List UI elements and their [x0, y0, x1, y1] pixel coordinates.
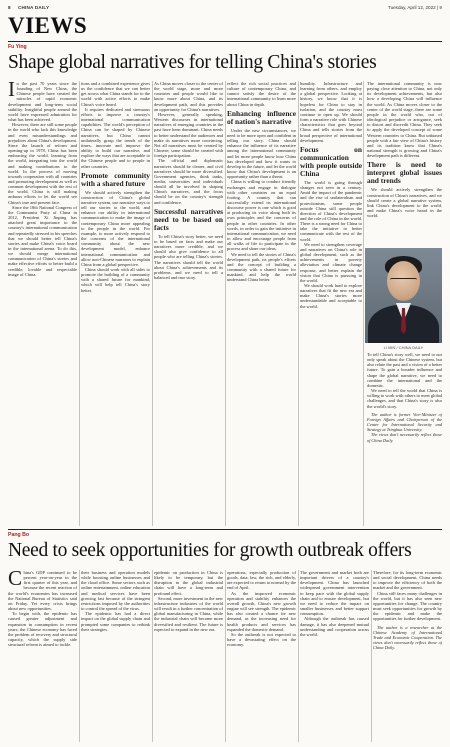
paragraph: So the outbreak is not expected to have a devastating effect on the economy.	[227, 631, 296, 648]
subheading: Successful narratives need to be based on facts	[154, 206, 223, 232]
paragraph: hina's GDP continued to be percent year-on-year in the first quarter of this year, and because the recent reaction of the world's economies has increased the National Bureau of Statistics said on Friday. Yet every crisis brings about new opportunities.	[8, 570, 77, 612]
article2-column-2	[81, 570, 150, 742]
paragraph: We need to tell the stories of China's development path, its people's efforts and the concept of building a community with a shared future for mankind, and help the world understand China better.	[227, 251, 296, 283]
article2-column-1	[8, 570, 77, 742]
paragraph: We need to tell the world that China is willing to work with others to meet global challenges, and that China's story is also the world's story.	[367, 388, 442, 409]
article2-headline: Need to seek opportunities for growth outbreak offers	[8, 540, 412, 561]
article1-headline: Shape global narratives for telling China's stories	[8, 52, 377, 73]
paragraph: We should work hard to explore narratives that fit the new era and make China's stories more understandable and acceptable to the world.	[300, 283, 362, 309]
paragraph: Therefore, for its long-term economic and social development, China needs to improve the efficiency of both the market and the government.	[373, 570, 442, 591]
paragraph: The international community is now paying close attention to China, not only its development achievements, but also how a developing China will influence the world. As China moves closer to the center of the world stage, there are some people in the world who, out of ideological prejudice or arrogance, seek to distort and discredit China. They seek to apply the developed concept of some Western countries to China. But unbiased people with a fair view of China's history and its tradition know that China's national strength is growing and China's development path is different.	[367, 81, 442, 159]
paragraph: tions and a combined experience gives us the confidence that we can better get across what China stands for to the world with active efforts to make China's voice heard.	[81, 81, 150, 107]
dropcap: C	[8, 570, 23, 590]
paragraph: China still faces many challenges in the world, but it has also seen new opportunities for change. The country must seek opportunities for growth by the epidemic and make the opportunities for further development.	[373, 590, 442, 622]
photo-caption: LI MIN / CHINA DAILY	[383, 345, 424, 350]
paragraph: To tell China's story well, we need to not only speak about the Chinese system, but also relate the past and a vision of a better future. To gain a broader influence and shape the global narrative, we need to combine the international and the domestic.	[367, 352, 442, 388]
column-divider	[225, 81, 226, 526]
column-divider	[363, 81, 364, 526]
paragraph: Second, more investment in the new infrastructure industries of the world will result in a further concentration of global manufacturing in China, while the industrial chain will become more diversified and resilient. The future is expected to expand in the new era.	[154, 595, 223, 632]
section-title: VIEWS	[8, 13, 88, 38]
article-divider	[8, 529, 442, 530]
disclaimer: The views don't necessarily reflect those of China Daily.	[367, 432, 442, 443]
subheading: Focus on communication with people outside China	[300, 144, 362, 178]
article1-column-6-continued	[367, 352, 442, 526]
article2-column-5	[300, 570, 369, 742]
author-photo	[365, 248, 442, 343]
column-divider	[152, 81, 153, 526]
paragraph: To begin with, the epidemic has caused greater adjustment and expansion in consumption in recent years; the Chinese economy has faced the problem of recovery and structural capacity, which the supply side structural reform is aimed to tackle.	[8, 611, 77, 648]
paragraph: n the past 70 years since the founding of New China, the Chinese people have created the miracles of rapid economic development and long-term social stability. Insightful people around the world have expressed admiration for what has been achieved.	[8, 81, 77, 123]
paragraph: As China moves closer to the center of the world stage, more and more countries and people would like to know more about China, and its development path, and this provides an opportunity for China's narratives.	[154, 81, 223, 112]
subheading: Promote community with a shared future	[81, 170, 150, 188]
article2-column-3	[154, 570, 223, 742]
column-divider	[298, 81, 299, 526]
author-bio: The author is a researcher at the Chinese Academy of International Trade and Economic Cooperation. The views don't necessarily reflect those of China Daily.	[373, 624, 442, 651]
article2-byline: Pang Bo	[8, 532, 30, 538]
paragraph: We should actively strengthen the construction of China's narratives, and we should create a global narrative system, link China's development to the world, and make China's voice heard in the world.	[367, 187, 442, 219]
issue-date: Tuesday, April 12, 2022 | 9	[387, 5, 442, 10]
author-bio: The author is former Vice-Minister of Foreign Affairs and Chairperson of the Center for International Security and Strategy at Tsinghua University.	[367, 411, 442, 433]
column-divider	[79, 570, 80, 742]
paragraph: operations, especially production of goods, data, law, the rich, and elderly, are expected to return to normal by the end of April.	[227, 570, 296, 591]
paragraph: Under the new circumstances, we need to be more open and confident in telling our story. China should enhance the influence of its narrative among the international community and let more people know how China has developed and how it wants to develop in the future, and let the world know that China's development is an opportunity rather than a threat.	[227, 127, 296, 180]
column-divider	[298, 570, 299, 742]
paragraph: As the improved economic operation and stability enhances the overall growth, China's new growth engine will see strength. The epidemic has also created a chance for new demand, as the increasing need for health products and services has expanded the domestic demand.	[227, 590, 296, 632]
paragraph: China should work with all sides to promote the building of a community with a shared future for mankind, which will help tell China's story better.	[81, 267, 150, 293]
article1-column-6	[367, 81, 442, 246]
newspaper-name: CHINA DAILY	[18, 5, 50, 10]
paragraph: Although the outbreak has caused damage, it has also deepened mutual understanding and cooperation across the world.	[300, 616, 369, 637]
column-divider	[79, 81, 80, 526]
page-number: 8	[8, 5, 11, 10]
paragraph: The world is going through changes not seen in a century. Amid the impact of the pandemic and the rise of unilateralism and protectionism, some people outside China still question the direction of China's development and the role of China in the world. There is a strong need for China to take the initiative to better communicate with the rest of the world.	[300, 179, 362, 242]
paragraph: It requires dedicated and strenuous efforts to improve a country's international communication capabilities. The world's perception of China can be shaped by Chinese narratives, but China cannot unilaterally grasp the trends of the times, innovate and improve the ability to build our narrative, and explore the ways that are acceptable to the Chinese people and to people in other countries.	[81, 106, 150, 169]
paragraph: epidemic on production in China is likely to be temporary, but the disruption in the global industrial chain will have a long-term and profound effect.	[154, 570, 223, 596]
paragraph: We should actively strengthen the construction of China's global narrative system, use narrative ways to tell our stories to the world, and enhance our ability in international communication to make the image of contemporary China more appealing to the people in the world. For example, to more actively respond to the concerns of the international community about the new development model, enhance international communication and allow non-Chinese narrators to explain China from a global perspective.	[81, 189, 150, 267]
article1-column-5	[300, 81, 362, 526]
article1-column-3	[154, 81, 223, 526]
paragraph: their business and operation models while boosting online businesses and the cloud office. Some sectors such as online entertainment, online education and medical services have been growing fast because of the stringent restrictions imposed by the authorities to control the spread of the virus.	[81, 570, 150, 612]
article1-column-4	[227, 81, 296, 526]
dropcap: I	[8, 81, 15, 101]
article2-column-6	[373, 570, 442, 742]
paragraph: However, there are still some people in the world who lack this knowledge and even misunderstandings and prejudices about China's development. Since the launch of reform and opening-up in 1978, China has been embracing the world, learning from the world, integrating into the world and making contributions to the world. In the process of moving towards cooperation with all countries and promoting development as well as common development with the rest of the world, China is still making arduous efforts to let the world see China's true and present face.	[8, 122, 77, 205]
column-divider	[152, 570, 153, 742]
paragraph: The official and diplomatic narratives should be clearer, and civil narratives should be more diversified. Government agencies, think tanks, media, universities and individuals should all be involved in shaping China's narratives, and the focus should be on the country's strength and confidence.	[154, 158, 223, 205]
subheading: Enhancing influence of nation's narrative	[227, 108, 296, 126]
paragraph: reflect the rich social practices and culture of contemporary China, and cannot satisfy the desire of the international community to learn more about China in depth.	[227, 81, 296, 107]
paragraph: We need to strengthen coverage and narratives on China's role in global development, such as the achievements in poverty alleviation and climate change response, and better explain the vision that China is pursuing in the world.	[300, 241, 362, 283]
article1-column-2	[81, 81, 150, 526]
subheading: There is need to interpret global issues and trends	[367, 160, 442, 186]
paragraph: The epidemic has had a direct impact on the global supply chain and prompted some companies to rethink their strategies.	[81, 611, 150, 632]
article2-column-4	[227, 570, 296, 742]
article1-byline: Fu Ying	[8, 44, 27, 50]
section-rule	[8, 41, 442, 42]
paragraph: China is willing to conduct friendly exchanges and engage in dialogue with other countries on an equal footing. A country that can successfully extend its international discourse power is one which is good at producing its voice along both its own principles and the concerns of people in other countries. In other words, in order to gain the initiative in international communication, we need to allow and encourage people from all walks of life to participate in the process and share our ideas.	[227, 179, 296, 252]
column-divider	[371, 570, 372, 742]
article1-column-1	[8, 81, 77, 526]
paragraph: Since the 18th National Congress of the Communist Party of China in 2012, President Xi Jinping has attached great importance to the country's international communication and repeatedly stressed in his speeches that we should better tell China's stories and make China's voice heard in the international arena. To do this, we should merge international communication of China's stories and make effective efforts to better build a credible, lovable and respectable image of China.	[8, 204, 77, 277]
paragraph: The government and market both are important drivers of a country's development. China has launched widespread government intervention to keep pace with the global supply chain and to ensure development, but we need to reduce the impact on smaller businesses and better support consumption.	[300, 570, 369, 617]
column-divider	[225, 570, 226, 742]
paragraph: However, generally speaking, Western discourses in international narratives of emerging countries in the past have been dominant. China needs to better understand the audiences and make its narratives more convincing. Not all narratives must be created by Chinese; some should be created with foreign participation.	[154, 111, 223, 159]
paragraph: To tell China's story better, we need to be based on facts and make our narratives more credible, and we should also give confidence to all people who are telling China's stories. The narratives should tell the world about China's achievements and its problems, and we need to tell a balanced and true story.	[154, 233, 223, 280]
paragraph: humility. Infrastructure and learning from others, and employ a global perspective. Looking at history, we know that it is hopeless for China to stay in isolation, and the country must continue to open up. We should form a narrative role with Chinese characteristics that goes beyond China and tells stories from the broad perspective of international development.	[300, 81, 362, 143]
